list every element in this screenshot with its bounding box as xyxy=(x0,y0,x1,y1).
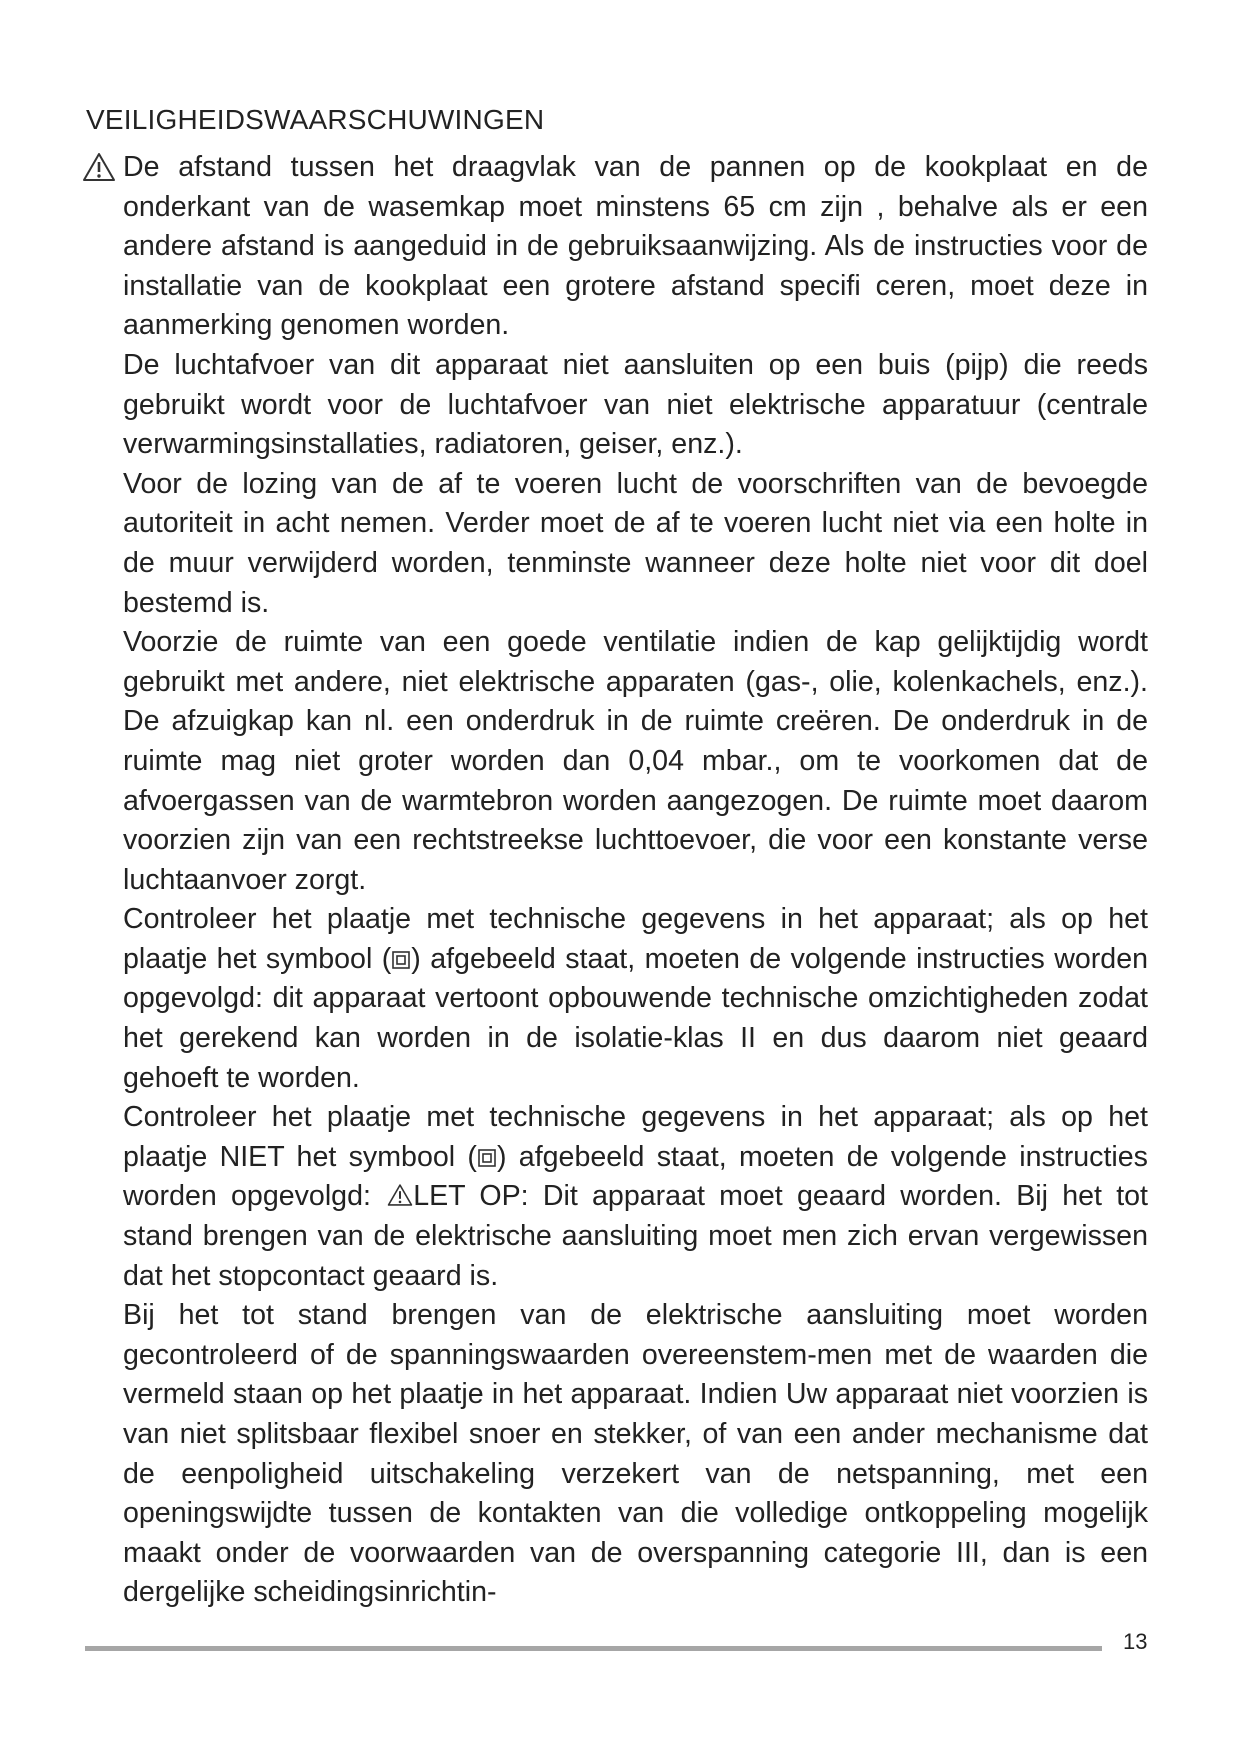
grounding-text-after: LET OP: Dit apparaat moet geaard worden. Bij het tot stand brengen van de elektrische aansluiting moet men zich ervan vergewissen dat het stopcontact geaard is. xyxy=(123,1180,1148,1292)
paragraph-air-discharge: Voor de lozing van de af te voeren lucht de voorschriften van de bevoegde autoriteit in acht nemen. Verder moet de af te voeren lucht niet via een holte in de muur verwijderd worden, tenminste wanneer deze holte niet voor dit doel bestemd is. xyxy=(123,467,1148,619)
paragraph-hob-distance: De afstand tussen het draagvlak van de pannen op de kookplaat en de onderkant van de wasemkap moet minstens 65 cm zijn , behalve als er een andere afstand is aangeduid in de gebruiksaanwijzing. Als de instructies voor de installatie van de kookplaat een grotere afstand specifi ceren, moet deze in aanmerking genomen worden. xyxy=(123,151,1148,342)
page-number: 13 xyxy=(1123,1629,1148,1654)
grounding-text-middle: ) afgebeeld staat, moeten de volgende instructies worden opgevolgd: xyxy=(123,1140,1148,1213)
insulation-text-after: ) afgebeeld staat, moeten de volgende instructies worden opgevolgd: dit apparaat vertoont opbouwende technische omzichtigheden zodat het gerekend kan worden in de isolatie-klas II en dus daarom niet geaard gehoeft te worden. xyxy=(123,942,1148,1094)
paragraph-insulation-class xyxy=(123,900,1148,1098)
body-text xyxy=(123,148,1148,1613)
double-insulation-symbol-icon xyxy=(477,1148,497,1168)
paragraph-grounding xyxy=(123,1098,1148,1296)
warning-triangle-icon xyxy=(82,152,116,182)
grounding-text-before: Controleer het plaatje met technische gegevens in het apparaat; als op het plaatje NIET het symbool ( xyxy=(123,1101,1148,1173)
warning-triangle-icon xyxy=(387,1183,413,1207)
insulation-text-before: Controleer het plaatje met technische gegevens in het apparaat; als op het plaatje het symbool ( xyxy=(123,903,1148,975)
section-heading: VEILIGHEIDSWAARSCHUWINGEN xyxy=(86,104,545,135)
paragraph-ventilation: Voorzie de ruimte van een goede ventilatie indien de kap gelijktijdig wordt gebruikt met andere, niet elektrische apparaten (gas-, olie, kolenkachels, enz.). De afzuigkap kan nl. een onderdruk in de ruimte creëren. De onderdruk in de ruimte mag niet groter worden dan 0,04 mbar., om te voorkomen dat de afvoergassen van de warmtebron worden aangezogen. De ruimte moet daarom voorzien zijn van een rechtstreekse luchttoevoer, die voor een konstante verse luchtaanvoer zorgt. xyxy=(123,626,1148,896)
paragraph-exhaust-pipe: De luchtafvoer van dit apparaat niet aansluiten op een buis (pijp) die reeds gebruikt wordt voor de luchtafvoer van niet elektrische apparatuur (centrale verwarmingsinstallaties, radiatoren, geiser, enz.). xyxy=(123,348,1148,461)
double-insulation-symbol-icon xyxy=(391,950,411,970)
footer-divider xyxy=(85,1646,1102,1651)
paragraph-voltage-check: Bij het tot stand brengen van de elektrische aansluiting moet worden gecontroleerd of de spanningswaarden overeenstem-men met de waarden die vermeld staan op het plaatje in het apparaat. Indien Uw apparaat niet voorzien is van niet splitsbaar flexibel snoer en stekker, of van een ander mechanisme dat de eenpoligheid uitschakeling verzekert van de netspanning, met een openingswijdte tussen de kontakten van die volledige ontkoppeling mogelijk maakt onder de voorwaarden van de overspanning categorie III, dan is een dergelijke scheidingsinrichtin- xyxy=(123,1299,1148,1609)
